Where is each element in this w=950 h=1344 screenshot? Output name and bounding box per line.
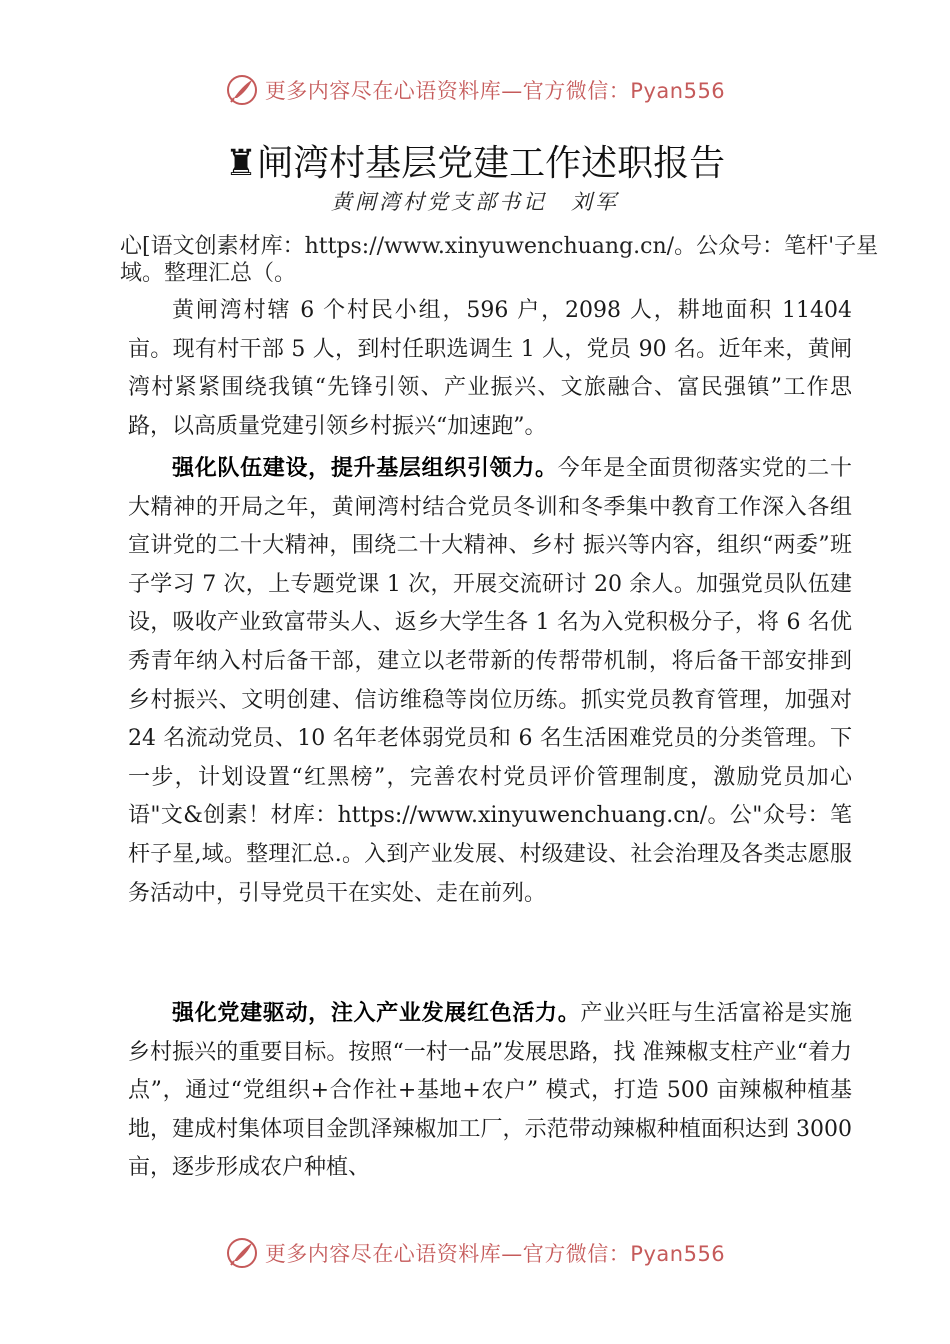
document-subtitle: 黄闸湾村党支部书记 刘军	[331, 190, 619, 214]
paragraph-body: 今年是全面贯彻落实党的二十大精神的开局之年，黄闸湾村结合党员冬训和冬季集中教育工作深入各组宣讲党的二十大精神，围绕二十大精神、乡村 振兴等内容，组织“两委”班子学习 7 次，上专题党课 1 次，开展交流研讨 20 余人。加强党员队伍建设，吸收产业致富带头人、返乡大学生各 1 名为入党积极分子，将 6 名优秀青年纳入村后备干部，建立以老带新的传帮带机制，将后备干部安排到乡村振兴、文明创建、信访维稳等岗位历练。抓实党员教育管理，加强对24 名流动党员、10 名年老体弱党员和 6 名生活困难党员的分类管理。下一步，计划设置“红黑榜”，完善农村党员评价管理制度，激励党员加心语"文&创素！材库：https://www.xinyuwenchuang.cn/。公"众号：笔杆子星,域。整理汇总.。入到产业发展、村级建设、社会治理及各类志愿服务活动中，引导党员干在实处、走在前列。	[128, 456, 852, 906]
paragraph-lead: 强化党建驱动，注入产业发展红色活力。	[172, 1001, 581, 1026]
header-banner	[0, 70, 950, 110]
banner-text: 更多内容尽在心语资料库—官方微信：Pyan556	[264, 79, 726, 103]
banner-text: 更多内容尽在心语资料库—官方微信：Pyan556	[264, 1242, 726, 1266]
red-quill-logo-icon	[225, 73, 259, 107]
paragraph-lead: 强化队伍建设，提升基层组织引领力。	[172, 456, 558, 481]
paragraph-body: 黄闸湾村辖 6 个村民小组，596 户，2098 人，耕地面积 11404 亩。现有村干部 5 人，到村任职选调生 1 人，党员 90 名。近年来，黄闸湾村紧紧围绕我镇“先锋引领、产业振兴、文旅融合、富民强镇”工作思路，以高质量党建引领乡村振兴“加速跑”。	[128, 298, 852, 439]
paragraph-team-building	[128, 450, 852, 913]
source-line: 心[语文创素材库：https://www.xinyuwenchuang.cn/。公众号：笔杆'子星域。整理汇总（。	[120, 234, 879, 286]
document-title: ♜闸湾村基层党建工作述职报告	[224, 143, 726, 184]
footer-banner	[0, 1233, 950, 1273]
paragraph-intro	[128, 292, 852, 446]
red-quill-logo-icon	[225, 1236, 259, 1270]
paragraph-industry	[128, 995, 852, 1188]
paragraph-body: 产业兴旺与生活富裕是实施乡村振兴的重要目标。按照“一村一品”发展思路，找 准辣椒支柱产业“着力点”，通过“党组织+合作社+基地+农户” 模式，打造 500 亩辣椒种植基地，建成村集体项目金凯泽辣椒加工厂，示范带动辣椒种植面积达到 3000 亩，逐步形成农户种植、	[128, 1001, 852, 1181]
